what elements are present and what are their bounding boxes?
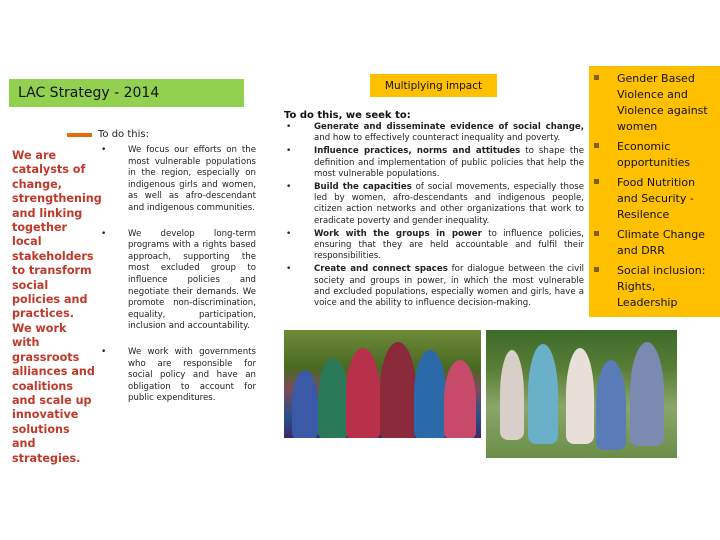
bullet-dot-icon: •	[286, 122, 292, 132]
actions-list	[284, 122, 584, 311]
approach-item	[98, 145, 256, 215]
bullet-square-icon	[594, 179, 599, 184]
action-item	[284, 264, 584, 309]
indigenous-women-photo	[284, 330, 481, 438]
approach-text: We work with governments who are responsible for social policy and have an obligation to account for public expenditures.	[128, 346, 256, 404]
approach-text: We focus our efforts on the most vulnerable populations in the region, especially on indigenous girls and women, as well as afro-descendant and indigenous communities.	[128, 145, 256, 213]
bullet-dot-icon: •	[101, 346, 107, 357]
person-figure	[346, 348, 380, 438]
focus-area-label: Gender Based Violence and Violence against women	[617, 72, 708, 133]
person-figure	[414, 350, 446, 438]
action-item	[284, 229, 584, 263]
focus-area-label: Social inclusion: Rights, Leadership	[617, 264, 706, 309]
women-walking-photo	[486, 330, 677, 458]
approach-list	[98, 145, 256, 419]
person-figure	[380, 342, 416, 438]
person-figure	[528, 344, 558, 444]
focus-area-label: Food Nutrition and Security - Resilence	[617, 176, 696, 221]
approach-item	[98, 229, 256, 333]
person-figure	[500, 350, 524, 440]
action-bold: Influence practices, norms and attitudes	[314, 146, 521, 157]
bullet-square-icon	[594, 143, 599, 148]
action-text: for dialogue between the civil society and groups in power, in which the most vulnerable and excluded populations, especially women and girls, have a voice and the ability to influence decision-making.	[314, 264, 584, 309]
bullet-square-icon	[594, 267, 599, 272]
accent-divider	[67, 133, 92, 137]
focus-area-label: Economic opportunities	[617, 140, 691, 169]
left-todo-heading: To do this:	[98, 129, 149, 140]
action-bold: Generate and disseminate evidence of social change,	[314, 122, 584, 132]
focus-area-item	[589, 139, 714, 171]
action-text: and how to effectively counteract inequality and poverty.	[314, 133, 561, 144]
focus-area-item	[589, 175, 714, 223]
bullet-dot-icon: •	[101, 228, 107, 239]
action-text: to influence policies, ensuring that they are held accountable and fulfil their responsibilities.	[314, 228, 585, 262]
bullet-square-icon	[594, 75, 599, 80]
action-text: to shape the definition and implementation of public policies that help the most vulnerable populations.	[314, 146, 584, 179]
person-figure	[596, 360, 626, 450]
focus-areas-list	[589, 71, 714, 311]
approach-text: We develop long-term programs with a rights based approach, supporting the most excluded group to influence policies and negotiate their demands. We promote non-discrimination, equality, participation, inclusion and accountability.	[128, 228, 256, 332]
mid-todo-heading: To do this, we seek to:	[284, 110, 411, 121]
multiplying-impact-label: Multiplying impact	[384, 79, 483, 92]
action-bold: Create and connect spaces	[314, 264, 448, 275]
action-bold: Build the capacities	[314, 182, 412, 193]
person-figure	[318, 358, 348, 438]
focus-areas-box	[589, 66, 720, 317]
bullet-dot-icon: •	[101, 145, 107, 155]
action-bold: Work with the groups in power	[314, 228, 482, 239]
focus-area-label: Climate Change and DRR	[617, 228, 705, 257]
person-figure	[292, 370, 318, 438]
bullet-dot-icon: •	[286, 146, 292, 157]
action-item	[284, 182, 584, 227]
action-text: of social movements, especially those led by women, afro-descendants and indigenous people, citizen action networks and other organizations that work to eradicate poverty and gender inequality.	[314, 182, 584, 226]
strategy-title-box	[9, 79, 244, 107]
person-figure	[630, 342, 664, 446]
action-item	[284, 146, 584, 180]
bullet-dot-icon: •	[286, 264, 292, 275]
bullet-square-icon	[594, 231, 599, 236]
strategy-title: LAC Strategy - 2014	[18, 85, 160, 101]
approach-item	[98, 347, 256, 405]
bullet-dot-icon: •	[286, 182, 292, 193]
bullet-dot-icon: •	[286, 228, 292, 239]
multiplying-impact-header	[370, 74, 497, 97]
focus-area-item	[589, 71, 714, 135]
focus-area-item	[589, 227, 714, 259]
catalysts-statement: We are catalysts of change, strengthening and linking together local stakeholders to transform social policies and practices. We work with grassroots alliances and coalitions and scale up innovative solutions and strategies.	[12, 149, 102, 465]
action-item	[284, 122, 584, 144]
focus-area-item	[589, 263, 714, 311]
person-figure	[444, 360, 476, 438]
person-figure	[566, 348, 594, 444]
